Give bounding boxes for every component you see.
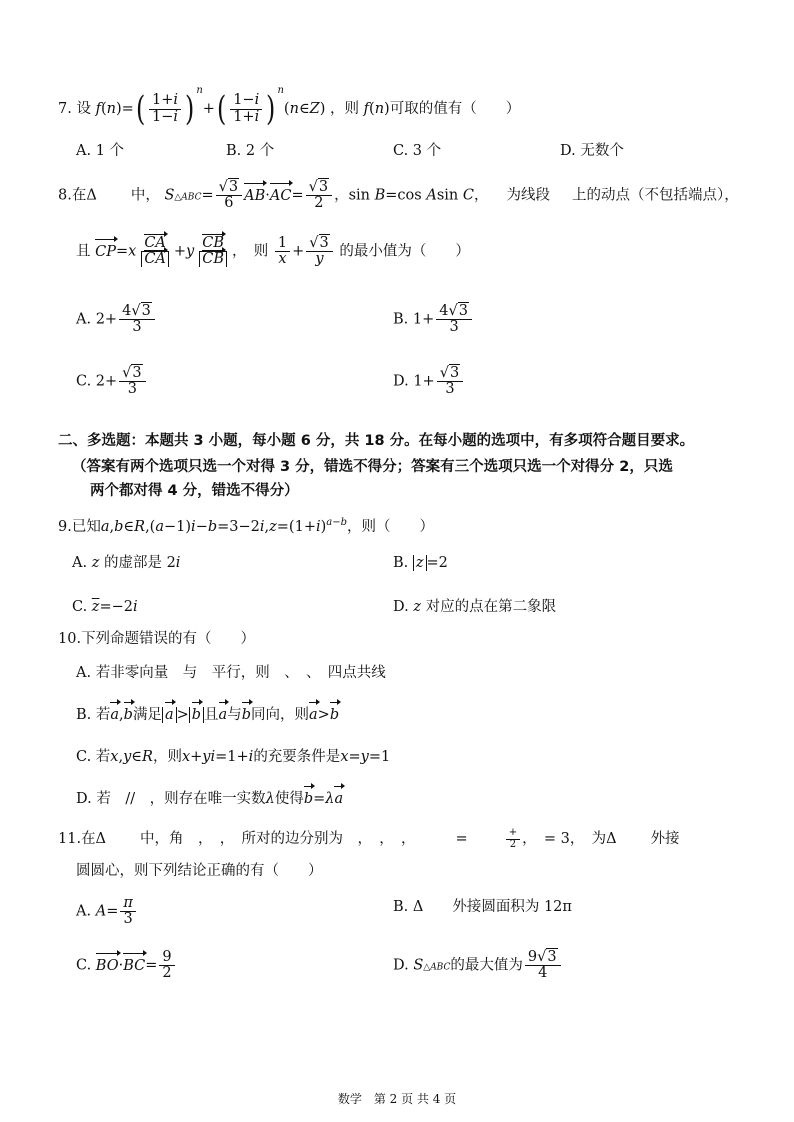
section-2-note-1: （答案有两个选项只选一个对得 3 分，错选不得分；答案有三个选项只选一个对得分 2，只选 [72, 459, 673, 475]
q11-option-a: A. A= $\frac{\pi}{3}$ [76, 896, 138, 927]
q8-l2c: 的最小值为（ ） [339, 243, 470, 260]
q7-tail: ，则 [330, 101, 360, 117]
q11-l1b: 中，角 ， ， 所对的边分别为 ， ， ， [140, 831, 416, 847]
q9-lead: 已知 [71, 518, 101, 535]
q8-l1c: ，sin [334, 187, 370, 204]
q7-option-a: A. 1 个 [76, 143, 125, 159]
q9-number: 9. [58, 518, 72, 535]
q11-number: 11. [58, 831, 82, 847]
q8-l1d: 为线段 [506, 187, 550, 204]
question-11-line2: 圆圆心，则下列结论正确的有（ ） [76, 863, 323, 879]
q9-option-a: A. z 的虚部是 2i [72, 555, 181, 571]
q11-option-c: C. BO·BC= $\frac{9}{2}$ [76, 950, 177, 981]
q7-option-d: D. 无数个 [560, 143, 624, 159]
page-footer: 数学 第 2 页 共 4 页 [337, 1092, 457, 1106]
q8-option-c: C. 2+ $\frac{√3}{3}$ [76, 366, 148, 397]
q7-option-b: B. 2 个 [226, 143, 275, 159]
q11-l1a: 在Δ [81, 831, 107, 847]
q10-option-b: B. 若a,b满足 a > b 且a与b同向，则a>b [76, 704, 339, 726]
q8-l2a: 且 [76, 243, 91, 260]
q7-tail2: 可取的值有（ ） [389, 101, 521, 117]
q8-option-d: D. 1+ $\frac{√3}{3}$ [393, 366, 465, 397]
section-2-note-2: 两个都对得 4 分，错选不得分） [90, 483, 299, 499]
q10-number: 10. [58, 631, 82, 647]
question-9-stem: 9.已知$a,b\in R,(a-1)i-b=3-2i,z=(1+i)^{a-b}$，则（ ） [58, 517, 435, 535]
q10-option-a: A. 若非零向量 与 平行，则 、 、 四点共线 [76, 665, 386, 681]
q7-lead: 设 [76, 101, 91, 117]
q8-option-a: A. 2+ $\frac{4√3}{3}$ [76, 304, 157, 335]
section-2-title: 二、多选题：本题共 3 小题，每小题 6 分，共 18 分。在每小题的选项中，有多项符合题目要求。 [58, 433, 695, 449]
q9-option-b: B. z =2 [393, 555, 448, 571]
q10-stem-text: 下列命题错误的有（ ） [81, 631, 256, 647]
q7-formula: f(n)= ( $\frac{1+i}{1-i}$ ) $^n$+ ( $\frac{1-i}{1+i}$ ) $^n$(n∈Z) [95, 85, 331, 129]
q8-l1e: 上的动点（不包括端点）， [571, 187, 739, 204]
question-8-line1: 8.在Δ 中， S△ABC= $\frac{√3}{6}$ AB·AC= $\frac{√3}{2}$ ，sin B=cos Asin C， 为线段 上的动点（不包括端点）， [58, 179, 739, 212]
q11-l1d: ， = 3， 为Δ [522, 831, 617, 847]
q8-l1a: 在Δ [71, 187, 97, 204]
q8-option-b: B. 1+ $\frac{4√3}{3}$ [393, 304, 474, 335]
question-11-line1: 11.在Δ 中，角 ， ， 所对的边分别为 ， ， ， = $\frac{+}{2}$ ， = 3， 为Δ 外接 [58, 827, 680, 850]
q9-tail: ，则（ ） [347, 518, 435, 535]
q11-option-d: D. S△ABC的最大值为 $\frac{9√3}{4}$ [393, 950, 563, 981]
q9-option-d: D. z 对应的点在第二象限 [393, 599, 557, 615]
q7-option-c: C. 3 个 [393, 143, 442, 159]
q11-l1e: 外接 [650, 831, 680, 847]
q8-number: 8. [58, 187, 72, 204]
q11-l1c: = [455, 831, 468, 847]
q8-l2b: ， 则 [232, 243, 269, 260]
question-10-stem [58, 628, 255, 650]
question-7-stem: 7. 设 f(n)= ( $\frac{1+i}{1-i}$ ) $^n$+ ( $\frac{1-i}{1+i}$ ) $^n$(n∈Z) ，则 f(n)可取的值有（ ） [58, 85, 521, 129]
q11-option-b: B. Δ 外接圆面积为 12π [393, 899, 572, 915]
q10-option-c: C. 若x,y∈R，则x+yi=1+i的充要条件是x=y=1 [76, 749, 391, 765]
question-8-line2: 且 CP=x $\frac{CA}{CA}$ +y $\frac{CB}{CB}$ ， 则 $\frac{1}{x}$ + $\frac{√3}{y}$ 的最小值为（ ） [76, 235, 470, 268]
q9-option-c: C. $\overline{z}=-2i$ [72, 599, 138, 615]
q10-option-d: D. 若 // ，则存在唯一实数λ使得b=λa [76, 788, 343, 810]
q8-l1b: 中， [130, 187, 160, 204]
q7-number: 7. [58, 101, 72, 117]
